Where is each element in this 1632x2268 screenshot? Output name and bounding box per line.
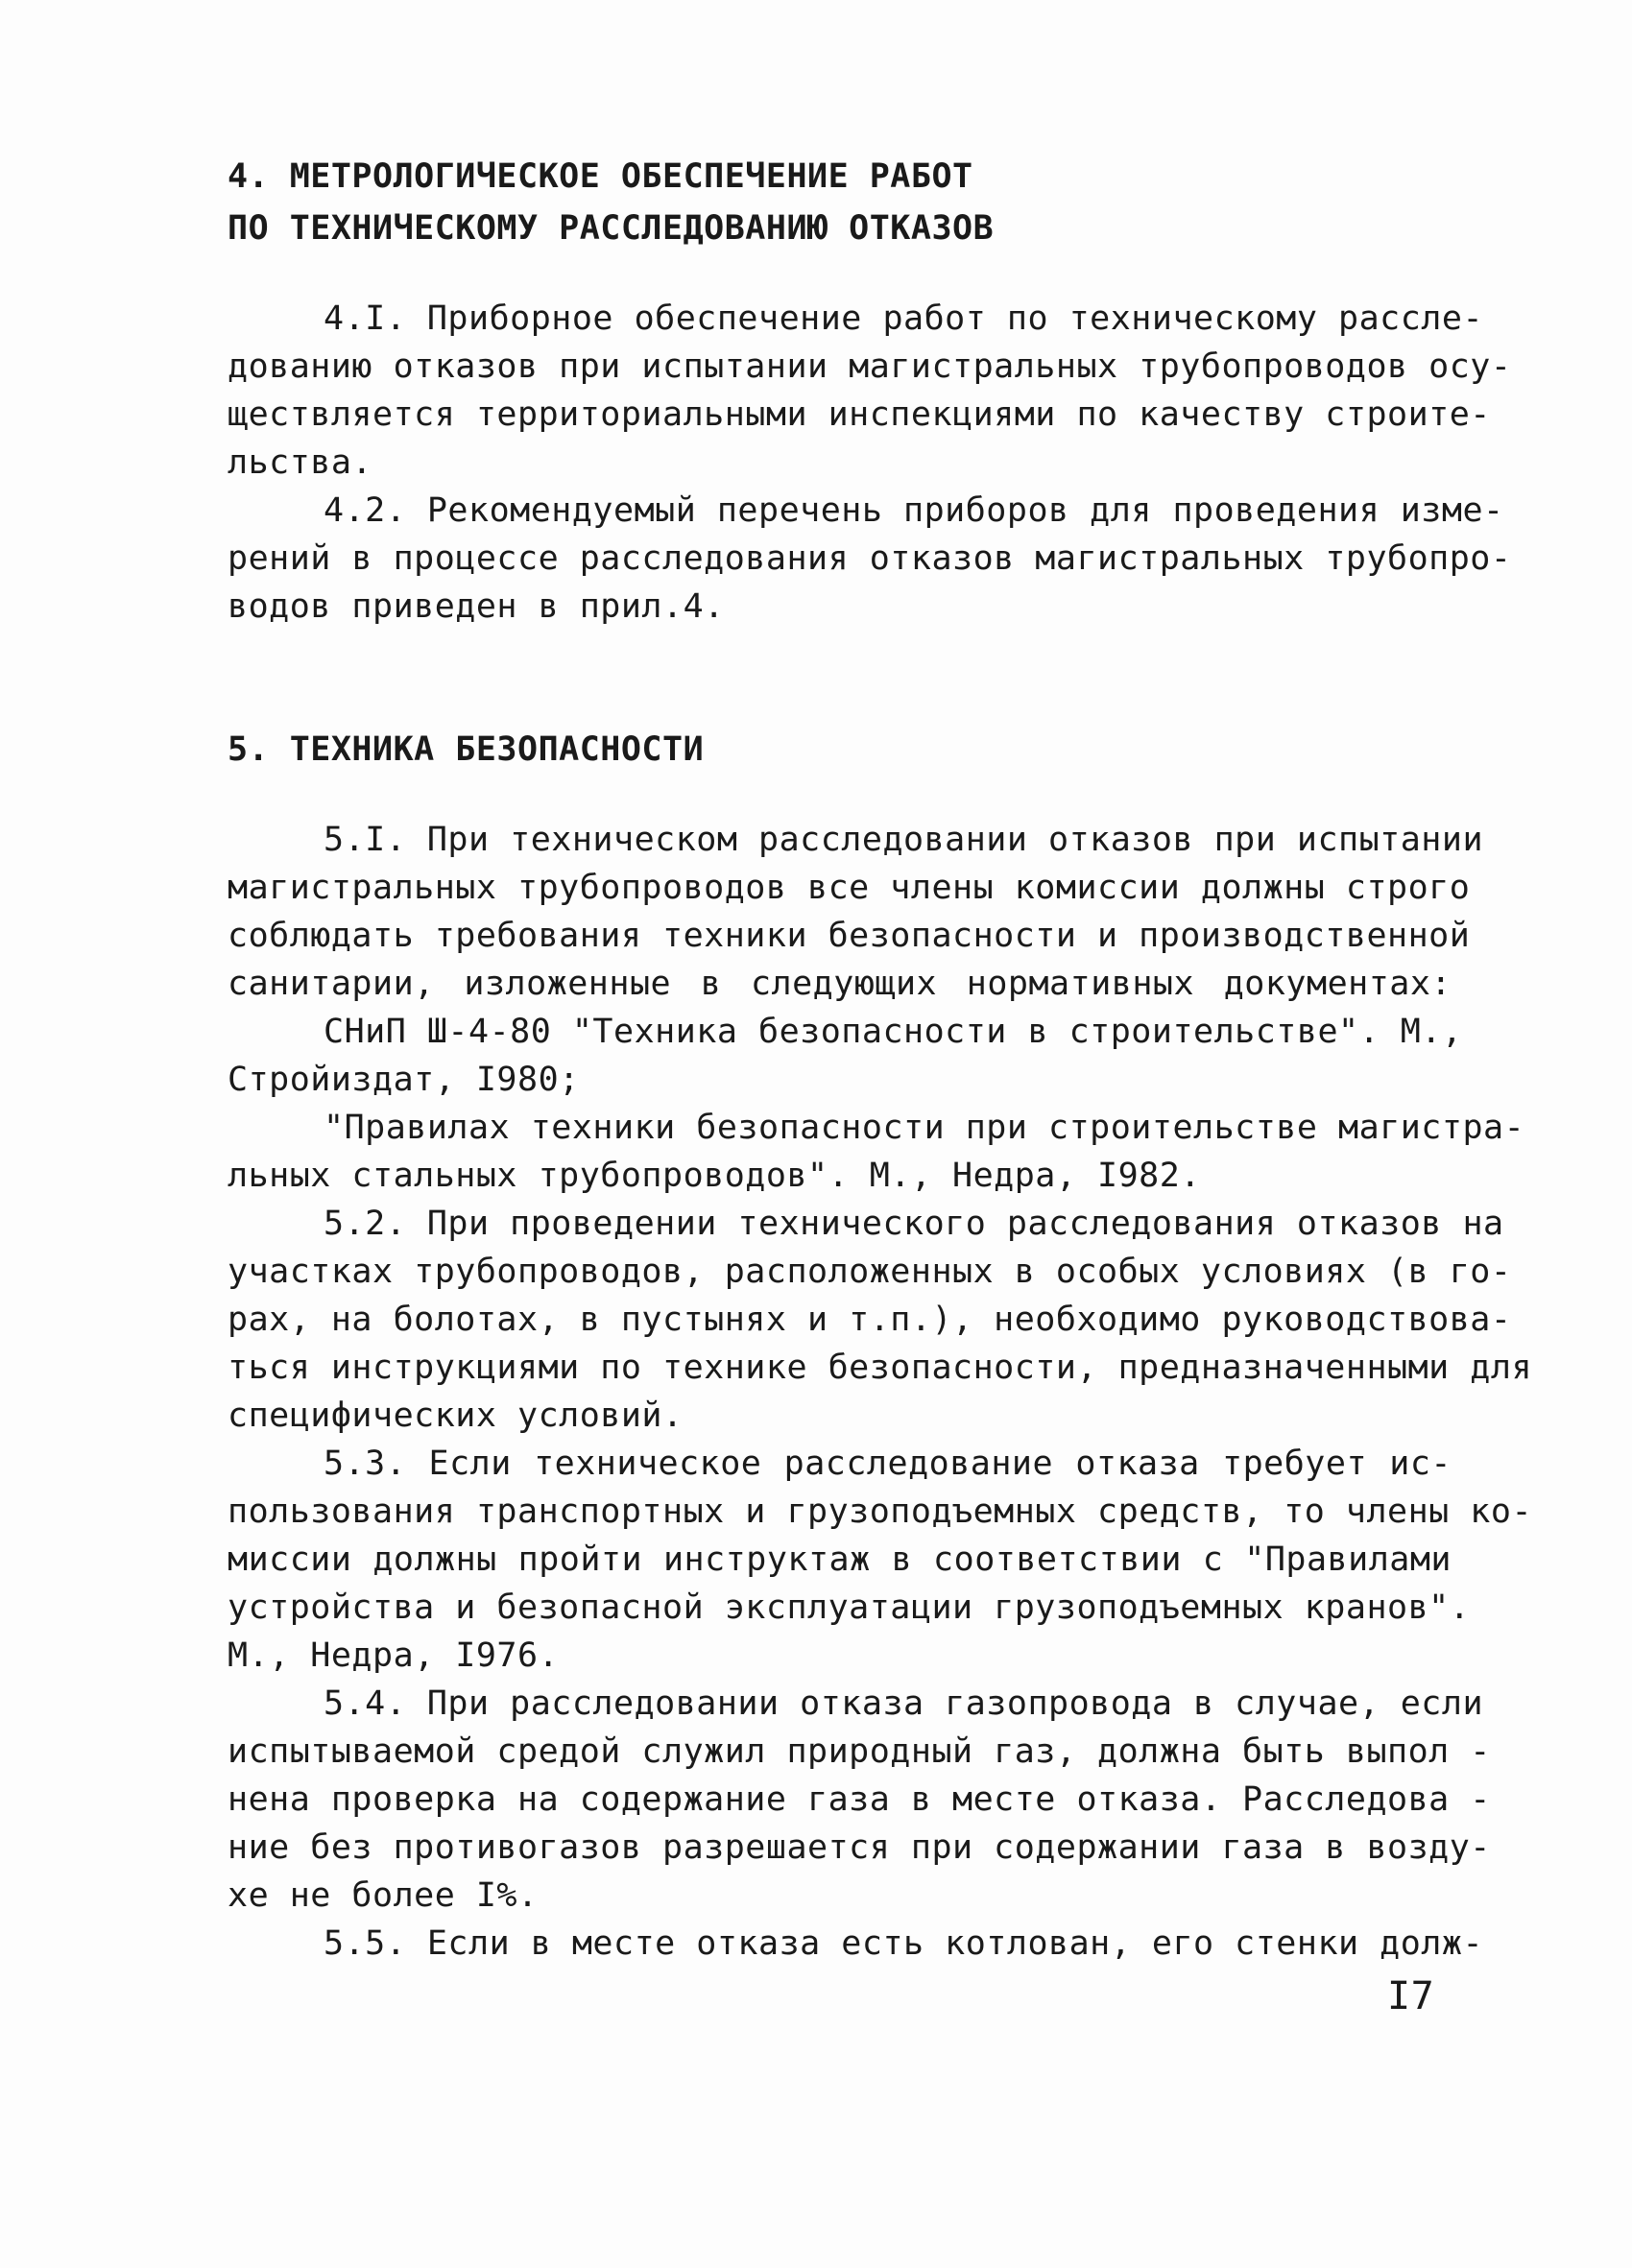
paragraph-5-3-line: устройства и безопасной эксплуатации грузоподъемных кранов". [228, 1588, 1471, 1627]
reference-snip-line: СНиП Ш-4-80 "Техника безопасности в строительстве". М., [324, 1013, 1463, 1051]
paragraph-5-1-line: магистральных трубопроводов все члены комиссии должны строго [228, 869, 1471, 907]
paragraph-5-3-line: 5.3. Если техническое расследование отказа требует ис- [324, 1444, 1452, 1483]
reference-snip-line: Стройиздат, I980; [228, 1061, 580, 1099]
page-number: I7 [1387, 1974, 1435, 2018]
paragraph-5-4-line: испытываемой средой служил природный газ, должна быть выпол - [228, 1732, 1491, 1771]
paragraph-5-1-line: соблюдать требования техники безопасности и производственной [228, 917, 1471, 955]
reference-rules-line: "Правилах техники безопасности при строительстве магистра- [324, 1109, 1525, 1147]
paragraph-5-3-line: миссии должны пройти инструктаж в соответствии с "Правилами [228, 1540, 1452, 1579]
paragraph-5-3-line: М., Недра, I976. [228, 1636, 560, 1675]
paragraph-5-1-line: санитарии, изложенные в следующих нормативных документах: [228, 965, 1452, 1003]
paragraph-5-3-line: пользования транспортных и грузоподъемных средств, то члены ко- [228, 1492, 1533, 1531]
paragraph-5-4-line: 5.4. При расследовании отказа газопровода в случае, если [324, 1684, 1484, 1723]
section-5-heading: 5. ТЕХНИКА БЕЗОПАСНОСТИ [228, 730, 705, 769]
section-4-heading-line-1: 4. МЕТРОЛОГИЧЕСКОЕ ОБЕСПЕЧЕНИЕ РАБОТ [228, 157, 973, 196]
paragraph-4-2-line: 4.2. Рекомендуемый перечень приборов для проведения изме- [324, 491, 1504, 530]
paragraph-5-2-line: участках трубопроводов, расположенных в особых условиях (в го- [228, 1253, 1512, 1291]
paragraph-5-2-line: ться инструкциями по технике безопасности, предназначенными для [228, 1349, 1533, 1387]
paragraph-5-2-line: рах, на болотах, в пустынях и т.п.), необходимо руководствова- [228, 1301, 1512, 1339]
reference-rules-line: льных стальных трубопроводов". М., Недра, I982. [228, 1157, 1201, 1195]
paragraph-5-4-line: нена проверка на содержание газа в месте отказа. Расследова - [228, 1780, 1491, 1819]
paragraph-4-2-line: рений в процессе расследования отказов магистральных трубопро- [228, 539, 1512, 578]
paragraph-5-2-line: 5.2. При проведении технического расследования отказов на [324, 1205, 1504, 1243]
paragraph-5-4-line: ние без противогазов разрешается при содержании газа в возду- [228, 1828, 1491, 1867]
paragraph-5-1-line: 5.I. При техническом расследовании отказов при испытании [324, 821, 1484, 859]
section-4-heading-line-2: ПО ТЕХНИЧЕСКОМУ РАССЛЕДОВАНИЮ ОТКАЗОВ [228, 209, 995, 248]
paragraph-4-1-line: льства. [228, 443, 373, 482]
paragraph-4-2-line: водов приведен в прил.4. [228, 587, 725, 626]
paragraph-4-1-line: 4.I. Приборное обеспечение работ по техническому рассле- [324, 299, 1484, 338]
paragraph-5-4-line: хе не более I%. [228, 1876, 539, 1915]
paragraph-4-1-line: дованию отказов при испытании магистральных трубопроводов осу- [228, 347, 1512, 386]
paragraph-5-2-line: специфических условий. [228, 1397, 684, 1435]
paragraph-4-1-line: ществляется территориальными инспекциями по качеству строите- [228, 395, 1491, 434]
paragraph-5-5-line: 5.5. Если в месте отказа есть котлован, его стенки долж- [324, 1924, 1484, 1963]
